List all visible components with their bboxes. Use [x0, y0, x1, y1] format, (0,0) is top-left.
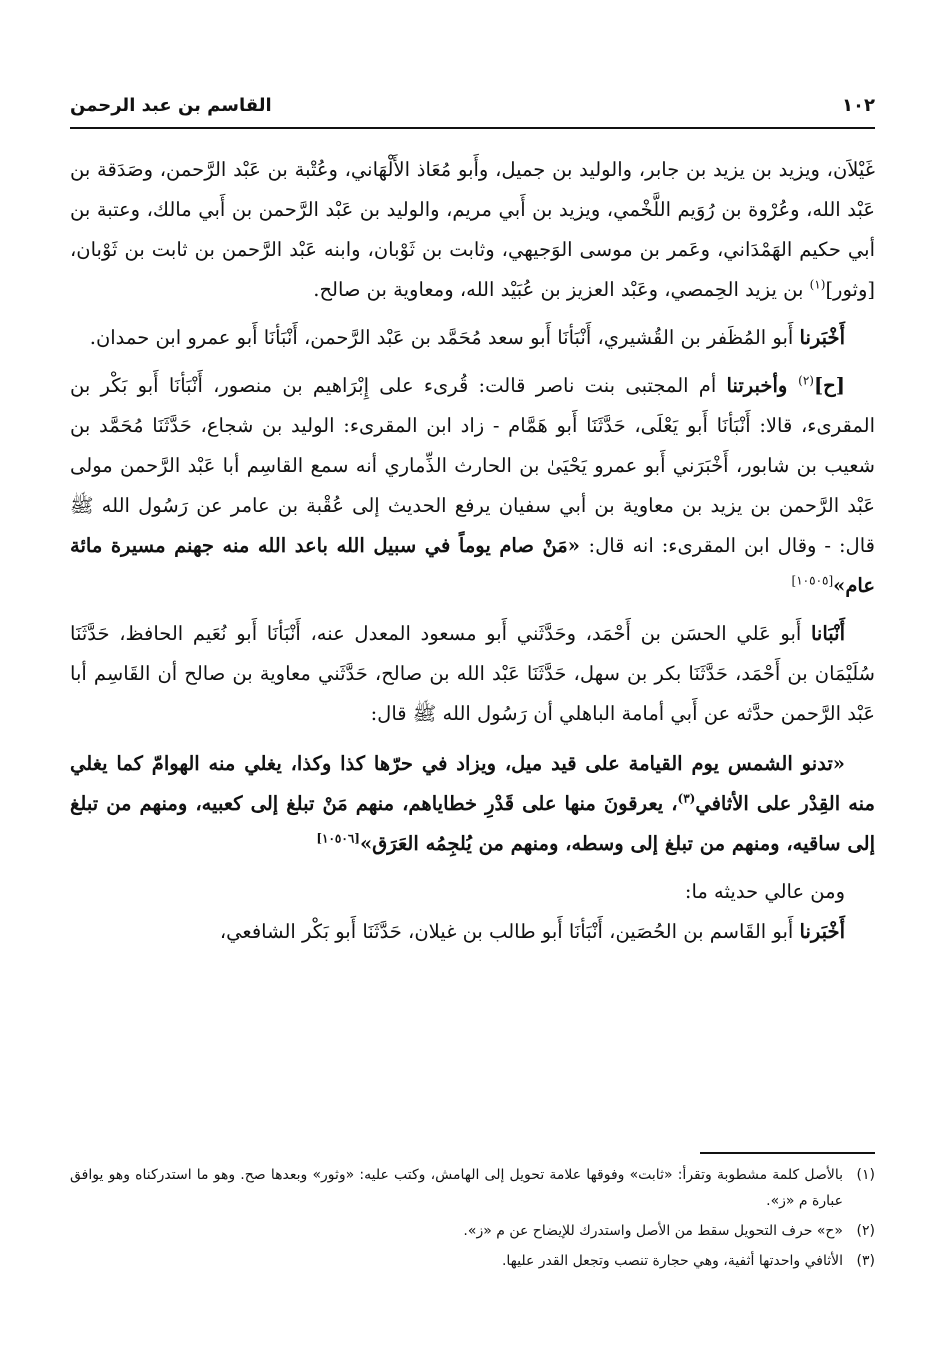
- footnote-number: (٢): [856, 1223, 875, 1239]
- hadith-quote-1: «مَنْ صام يوماً في سبيل الله باعد الله منه جهنم مسيرة مائة عام»: [70, 534, 875, 597]
- footnotes: [70, 1162, 875, 1278]
- paragraph-7: أَخْبَرنا أَبو القَاسم بن الحُصَين، أَنْبَأنَا أَبو طالب بن غيلان، حَدَّثَنَا أَبو بَكْر الشافعي،: [219, 920, 845, 943]
- hadith-number-2: [١٠٥٠٦]: [316, 831, 360, 846]
- paragraph-6: ومن عالي حديثه ما:: [684, 880, 845, 903]
- footnote: [70, 1162, 875, 1214]
- footnote-text: الأثافي واحدتها أثفية، وهي حجارة تنصب وتجعل القدر عليها.: [501, 1253, 843, 1269]
- paragraph-1: غَيْلاَن، ويزيد بن يزيد بن جابر، والوليد بن جميل، وأَبو مُعَاذ الأَلْهَاني، وعُتْبة بن عَبْد الرَّحمن، وصَدَقة بن عَبْد الله، وعُرْوة بن رُوَيم اللَّخْمي، ويزيد بن أَبي مريم، والوليد بن عَبْد الرَّحمن بن أَبي مالك، وعتبة بن أبي حكيم الهَمْدَاني، وعَمر بن موسى الوَجيهي، وثابت بن ثَوْبان، وابنه عَبْد الرَّحمن بن ثابت بن ثَوْبان، [وثور]$^{(١)}$ بن يزيد الحِمصي، وعَبْد العزيز بن عُبَيْد الله، ومعاوية بن صالح.: [70, 158, 875, 301]
- paragraph-2: أَخْبَرنا أَبو المُظَفر بن القُشيري، أَنْبَأنَا أَبو سعد مُحَمَّد بن عَبْد الرَّحمن، أَنْبَأنَا أَبو عمرو ابن حمدان.: [89, 326, 845, 349]
- footnote-divider: [700, 1152, 875, 1154]
- paragraph-3: [ح]$^{(٢)}$ وأخبرتنا أم المجتبى بنت ناصر قالت: قُرىء على إِبْرَاهيم بن منصور، أَنْبَأنَا أَبو بَكْر بن المقرىء، قالا: أَنْبَأنَا أَبو يَعْلَى، حَدَّثَنَا أَبو هَمَّام - زاد ابن المقرىء: الوليد بن شجاع، حَدَّثَنَا مُحَمَّد بن شعيب بن شابور، أَخْبَرَني أَبو عمرو يَحْيَىٰ بن الحارث الذِّماري أنه سمع القاسِم أبا عَبْد الرَّحمن مولى عَبْد الرَّحمن بن يزيد بن معاوية بن أبي سفيان يرفع الحديث إلى عُقْبة بن عامر عن رَسُول الله ﷺ قال: - وقال ابن المقرىء: انه قال: «مَنْ صام يوماً في سبيل الله باعد الله منه جهنم مسيرة مائة عام»[١٠٥٠٥]: [70, 373, 875, 597]
- main-text: [70, 150, 875, 952]
- running-title: القاسم بن عبد الرحمن: [70, 94, 272, 116]
- hadith-number-1: [١٠٥٠٥]: [791, 573, 834, 588]
- footnote-text: بالأصل كلمة مشطوبة وتقرأ: «ثابت» وفوقها علامة تحويل إلى الهامش، وكتب عليه: «وثور» وبعدها صح. وهو ما استدركناه وهو يوافق عبارة م «ز».: [70, 1167, 843, 1209]
- footnote-number: (٣): [856, 1253, 875, 1269]
- page-header: [70, 88, 875, 122]
- paragraph-4: أَنْبَانا أَبو عَلي الحسَن بن أَحْمَد، وحَدَّثَني أَبو مسعود المعدل عنه، أَنْبَأنَا أَبو نُعَيم الحافظ، حَدَّثَنَا سُلَيْمَان بن أَحْمَد، حَدَّثَنَا بكر بن سهل، حَدَّثَنَا عَبْد الله بن صالح، حَدَّثَني معاوية بن صالح أن القَاسِم أبا عَبْد الرَّحمن حدَّثه عن أَبي أمامة الباهلي أن رَسُول الله ﷺ قال:: [70, 622, 875, 725]
- footnote-number: (١): [856, 1167, 875, 1183]
- footnote-ref-2: (٢): [798, 373, 814, 388]
- footnote: [70, 1248, 875, 1274]
- header-divider: [70, 127, 875, 129]
- footnote-ref-3: (٣): [677, 791, 696, 806]
- page-number: ١٠٢: [842, 94, 875, 116]
- hadith-quote-2: «تدنو الشمس يوم القيامة على قيد ميل، ويزاد في حرّها كذا وكذا، يغلي منه الهوامّ كما يغلي منه القِدْر على الأثافي$^{(٣)}$، يعرقونَ منها على قَدْرِ خطاياهم، منهم مَنْ تبلغ إلى كعبيه، ومنهم من تبلغ إلى ساقيه، ومنهم من تبلغ إلى وسطه، ومنهم من يُلجِمُه العَرَق»[١٠٥٠٦]: [70, 752, 875, 855]
- footnote-text: «ح» حرف التحويل سقط من الأصل واستدرك للإيضاح عن م «ز».: [463, 1223, 843, 1239]
- footnote: [70, 1218, 875, 1244]
- footnote-ref-1: (١): [809, 277, 826, 292]
